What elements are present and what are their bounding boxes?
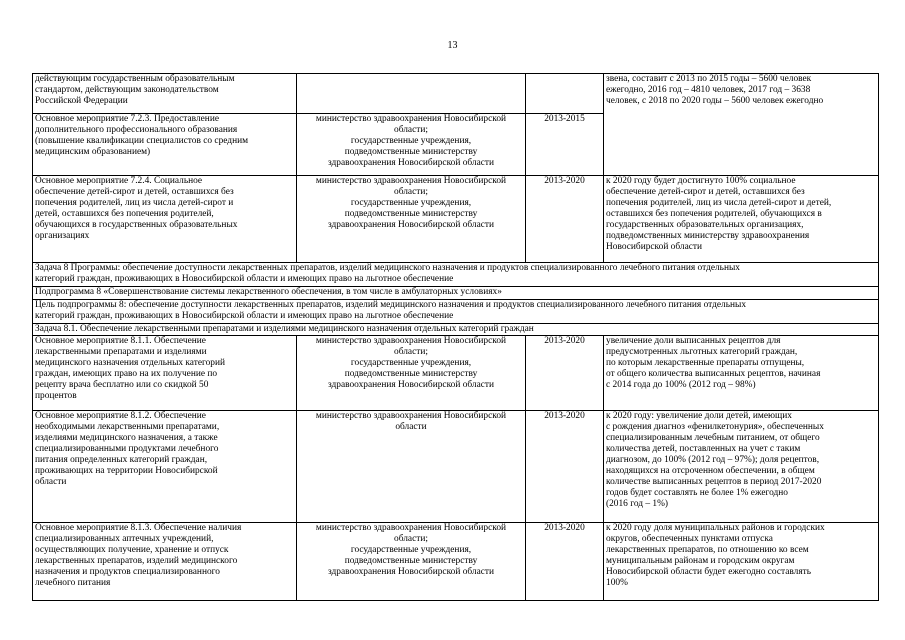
table-row bbox=[33, 74, 879, 114]
task-8-heading: Задача 8 Программы: обеспечение доступности лекарственных препаратов, изделий медицинского назначения и продуктов специализированного лечебного питания отдельных категорий граждан, проживающих в Новосибирской области и имеющих право на льготное обеспечение bbox=[33, 263, 879, 287]
table-row bbox=[33, 176, 879, 263]
subprogram-8-goal: Цель подпрограммы 8: обеспечение доступности лекарственных препаратов, изделий медицинского назначения и продуктов специализированного лечебного питания отдельных категорий граждан, проживающих в Новосибирской области и имеющих право на льготное обеспечение bbox=[33, 300, 879, 324]
subprogram-heading-row bbox=[33, 287, 879, 300]
task-8-1-heading: Задача 8.1. Обеспечение лекарственными препаратами и изделиями медицинского назначения отдельных категорий граждан bbox=[33, 324, 879, 336]
task-heading-row bbox=[33, 263, 879, 287]
measure-cell: Основное мероприятие 8.1.1. Обеспечение лекарственными препаратами и изделиями медицинского назначения отдельных категорий граждан, имеющих право на их получение по рецепту врача бесплатно или со скидкой 50 процентов bbox=[33, 336, 297, 411]
result-cell: к 2020 году будет достигнуто 100% социальное обеспечение детей-сирот и детей, оставшихся без попечения родителей, лиц из числа детей-сирот и детей, оставшихся без попечения родителей, обучающихся в государственных образовательных организациях, подведомственных министерству здравоохранения Новосибирской области bbox=[604, 176, 879, 263]
period-cell: 2013-2015 bbox=[526, 114, 604, 176]
measure-cell: Основное мероприятие 8.1.3. Обеспечение наличия специализированных аптечных учреждений, осуществляющих получение, хранение и отпуск лекарственных препаратов, изделий медицинского назначения и продуктов специализированного лечебного питания bbox=[33, 523, 297, 601]
result-cell: к 2020 году: увеличение доли детей, имеющих с рождения диагноз «фенилкетонурия», обеспеченных специализированным лечебным питанием, от общего количества детей, поставленных на учет с таким диагнозом, до 100% (2012 год – 97%); доля рецептов, находящихся на отсроченном обеспечении, в общем количестве выписанных рецептов в период 2017-2020 годов будет составлять не более 1% ежегодно (2016 год – 1%) bbox=[604, 411, 879, 523]
period-cell bbox=[526, 74, 604, 114]
executor-cell: министерство здравоохранения Новосибирской области; государственные учреждения, подведомственные министерству здравоохранения Новосибирской области bbox=[297, 336, 526, 411]
executor-cell bbox=[297, 74, 526, 114]
period-cell: 2013-2020 bbox=[526, 411, 604, 523]
table-row bbox=[33, 336, 879, 411]
executor-cell: министерство здравоохранения Новосибирской области; государственные учреждения, подведомственные министерству здравоохранения Новосибирской области bbox=[297, 176, 526, 263]
table-row bbox=[33, 411, 879, 523]
table-row bbox=[33, 523, 879, 601]
subprogram-8-heading: Подпрограмма 8 «Совершенствование системы лекарственного обеспечения, в том числе в амбулаторных условиях» bbox=[33, 287, 879, 300]
goal-heading-row bbox=[33, 300, 879, 324]
measure-cell: Основное мероприятие 7.2.4. Социальное обеспечение детей-сирот и детей, оставшихся без попечения родителей, лиц из числа детей-сирот и детей, оставшихся без попечения родителей, обучающихся в государственных образовательных организациях bbox=[33, 176, 297, 263]
executor-cell: министерство здравоохранения Новосибирской области; государственные учреждения, подведомственные министерству здравоохранения Новосибирской области bbox=[297, 114, 526, 176]
executor-cell: министерство здравоохранения Новосибирской области bbox=[297, 411, 526, 523]
measure-cell: Основное мероприятие 8.1.2. Обеспечение необходимыми лекарственными препаратами, изделиями медицинского назначения, а также специализированными продуктами лечебного питания определенных категорий граждан, проживающих на территории Новосибирской области bbox=[33, 411, 297, 523]
measure-cell: действующим государственным образовательным стандартом, действующим законодательством Российской Федерации bbox=[33, 74, 297, 114]
program-measures-table bbox=[32, 73, 879, 601]
result-cell: к 2020 году доля муниципальных районов и городских округов, обеспеченных пунктами отпуска лекарственных препаратов, по отношению ко всем муниципальным районам и городским округам Новосибирской области будет ежегодно составлять 100% bbox=[604, 523, 879, 601]
page-number: 13 bbox=[447, 40, 458, 51]
period-cell: 2013-2020 bbox=[526, 523, 604, 601]
task-heading-row bbox=[33, 324, 879, 336]
period-cell: 2013-2020 bbox=[526, 336, 604, 411]
result-cell: увеличение доли выписанных рецептов для предусмотренных льготных категорий граждан, по которым лекарственные препараты отпущены, от общего количества выписанных рецептов, начиная с 2014 года до 100% (2012 год – 98%) bbox=[604, 336, 879, 411]
period-cell: 2013-2020 bbox=[526, 176, 604, 263]
result-cell: звена, составит с 2013 по 2015 годы – 5600 человек ежегодно, 2016 год – 4810 человек, 2017 год – 3638 человек, с 2018 по 2020 годы – 5600 человек ежегодно bbox=[604, 74, 879, 176]
executor-cell: министерство здравоохранения Новосибирской области; государственные учреждения, подведомственные министерству здравоохранения Новосибирской области bbox=[297, 523, 526, 601]
measure-cell: Основное мероприятие 7.2.3. Предоставление дополнительного профессионального образования (повышение квалификации специалистов со средним медицинским образованием) bbox=[33, 114, 297, 176]
